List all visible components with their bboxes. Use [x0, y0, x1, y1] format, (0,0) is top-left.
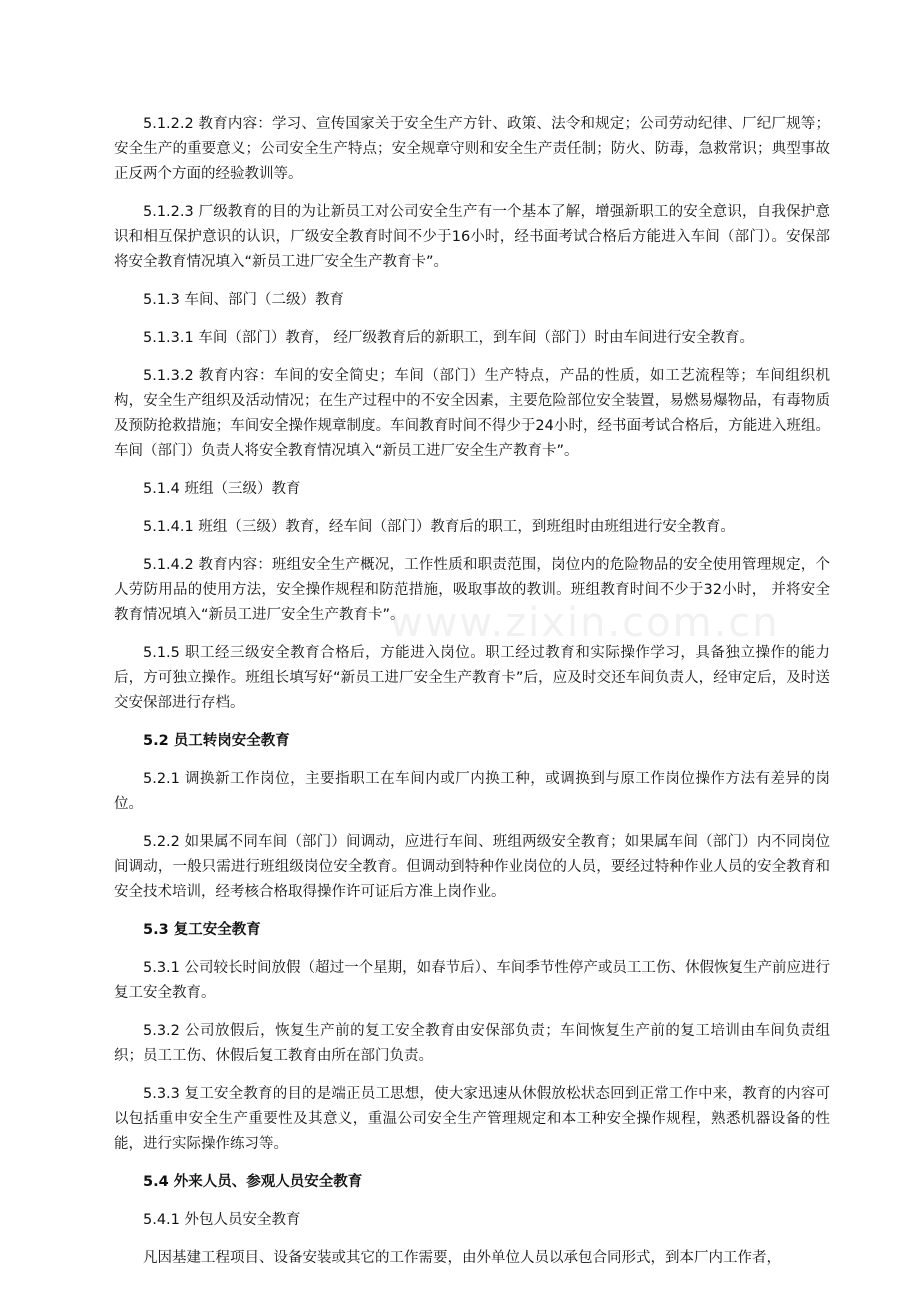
para-5-3-2: 5.3.2 公司放假后，恢复生产前的复工安全教育由安保部负责；车间恢复生产前的复工培训由车间负责组织；员工工伤、休假后复工教育由所在部门负责。 [114, 1023, 830, 1064]
heading-5-4-1: 5.4.1 外包人员安全教育 [143, 1212, 301, 1228]
para-5-2-1: 5.2.1 调换新工作岗位，主要指职工在车间内或厂内换工种，或调换到与原工作岗位操作方法有差异的岗位。 [114, 771, 830, 812]
heading-5-1-4: 5.1.4 班组（三级）教育 [143, 481, 301, 497]
watermark: www.zixin.com.cn [390, 600, 780, 646]
para-5-2-2: 5.2.2 如果属不同车间（部门）间调动，应进行车间、班组两级安全教育；如果属车间（部门）内不同岗位间调动，一般只需进行班组级岗位安全教育。但调动到特种作业岗位的人员，要经过特种作业人员的安全教育和安全技术培训，经考核合格取得操作许可证后方准上岗作业。 [114, 834, 830, 900]
para-5-1-3-1: 5.1.3.1 车间（部门）教育， 经厂级教育后的新职工，到车间（部门）时由车间进行安全教育。 [143, 330, 754, 346]
heading-5-1-3: 5.1.3 车间、部门（二级）教育 [143, 292, 345, 308]
para-5-1-4-1: 5.1.4.1 班组（三级）教育，经车间（部门）教育后的职工，到班组时由班组进行安全教育。 [143, 519, 735, 535]
heading-5-3: 5.3 复工安全教育 [143, 922, 261, 938]
para-5-3-3: 5.3.3 复工安全教育的目的是端正员工思想，使大家迅速从休假放松状态回到正常工作中来，教育的内容可以包括重申安全生产重要性及其意义，重温公司安全生产管理规定和本工种安全操作规程，熟悉机器设备的性能，进行实际操作练习等。 [114, 1086, 830, 1152]
para-5-1-4-2: 5.1.4.2 教育内容：班组安全生产概况，工作性质和职责范围，岗位内的危险物品的安全使用管理规定，个人劳防用品的使用方法，安全操作规程和防范措施，吸取事故的教训。班组教育时间不少于32小时， 并将安全教育情况填入“新员工进厂安全生产教育卡”。 [114, 557, 830, 623]
para-5-1-3-2: 5.1.3.2 教育内容：车间的安全简史；车间（部门）生产特点，产品的性质，如工艺流程等；车间组织机构，安全生产组织及活动情况；在生产过程中的不安全因素，主要危险部位安全装置，易燃易爆物品，有毒物质及预防抢救措施；车间安全操作规章制度。车间教育时间不得少于24小时，经书面考试合格后，方能进入班组。车间（部门）负责人将安全教育情况填入“新员工进厂安全生产教育卡”。 [114, 368, 830, 459]
heading-5-2: 5.2 员工转岗安全教育 [143, 733, 290, 749]
para-5-4-1-body: 凡因基建工程项目、设备安装或其它的工作需要，由外单位人员以承包合同形式，到本厂内工作者， [143, 1250, 781, 1266]
document-body [114, 112, 830, 1284]
para-5-3-1: 5.3.1 公司较长时间放假（超过一个星期，如春节后）、车间季节性停产或员工工伤、休假恢复生产前应进行复工安全教育。 [114, 960, 830, 1001]
heading-5-4: 5.4 外来人员、参观人员安全教育 [143, 1174, 363, 1190]
para-5-1-2-3: 5.1.2.3 厂级教育的目的为让新员工对公司安全生产有一个基本了解，增强新职工的安全意识，自我保护意识和相互保护意识的认识，厂级安全教育时间不少于16小时，经书面考试合格后方能进入车间（部门）。安保部将安全教育情况填入“新员工进厂安全生产教育卡”。 [114, 204, 830, 270]
para-5-1-2-2: 5.1.2.2 教育内容：学习、宣传国家关于安全生产方针、政策、法令和规定；公司劳动纪律、厂纪厂规等；安全生产的重要意义；公司安全生产特点；安全规章守则和安全生产责任制；防火、防毒，急救常识；典型事故正反两个方面的经验教训等。 [114, 116, 830, 182]
para-5-1-5: 5.1.5 职工经三级安全教育合格后，方能进入岗位。职工经过教育和实际操作学习，具备独立操作的能力后，方可独立操作。班组长填写好“新员工进厂安全生产教育卡”后，应及时交还车间负责人，经审定后，及时送交安保部进行存档。 [114, 645, 830, 711]
